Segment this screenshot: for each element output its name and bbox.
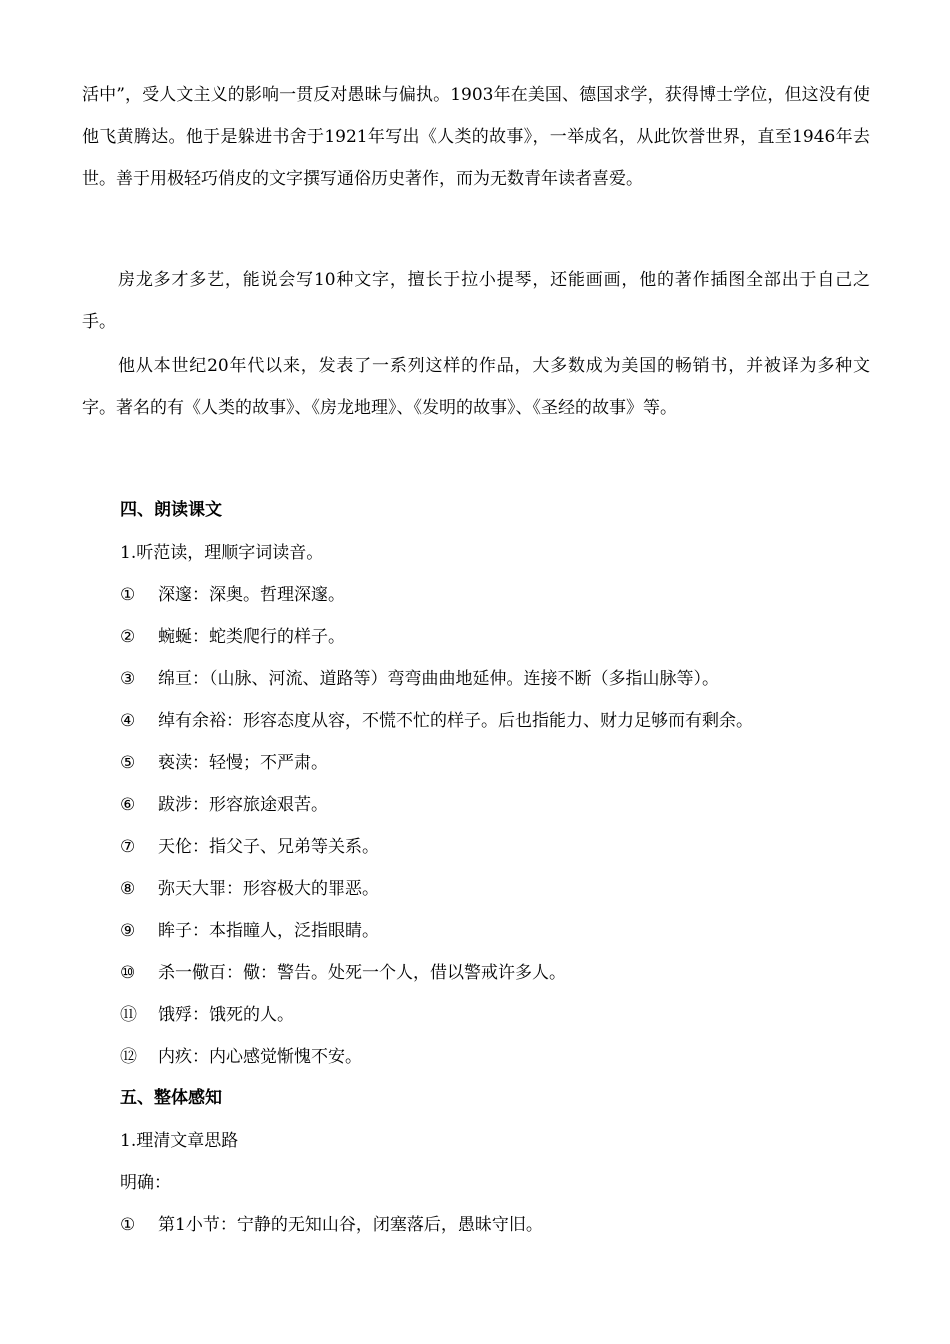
item-text: 杀一儆百：儆：警告。处死一个人，借以警戒许多人。	[158, 963, 566, 983]
paragraph-works: 他从本世纪20年代以来，发表了一系列这样的作品，大多数成为美国的畅销书，并被译为多种文字。著名的有《人类的故事》、《房龙地理》、《发明的故事》、《圣经的故事》等。	[82, 356, 870, 418]
item-text: 亵渎：轻慢；不严肃。	[158, 753, 328, 773]
vocab-item	[120, 916, 379, 941]
paragraph-talents: 房龙多才多艺，能说会写10种文字，擅长于拉小提琴，还能画画，他的著作插图全部出于自己之手。	[82, 270, 870, 332]
item-text: 绵亘：（山脉、河流、道路等）弯弯曲曲地延伸。连接不断（多指山脉等）。	[158, 669, 719, 689]
item-text: 深邃：深奥。哲理深邃。	[158, 585, 345, 605]
vocab-item	[120, 1042, 362, 1067]
item-number: ⑩	[120, 963, 136, 983]
vocab-item	[120, 832, 379, 857]
vocab-item	[120, 1000, 294, 1025]
vocab-item	[120, 580, 345, 605]
vocab-item	[120, 790, 328, 815]
item-text: 内疚：内心感觉惭愧不安。	[158, 1047, 362, 1067]
paragraph-biography: 活中”，受人文主义的影响一贯反对愚昧与偏执。1903年在美国、德国求学，获得博士学位，但这没有使他飞黄腾达。他于是躲进书舍于1921年写出《人类的故事》，一举成名，从此饮誉世界，直至1946年去世。善于用极轻巧俏皮的文字撰写通俗历史著作，而为无数青年读者喜爱。	[82, 85, 870, 189]
vocab-item	[120, 874, 379, 899]
item-number: ①	[120, 585, 136, 605]
item-text: 蜿蜒：蛇类爬行的样子。	[158, 627, 345, 647]
item-text: 眸子：本指瞳人，泛指眼睛。	[158, 921, 379, 941]
item-number: ⑦	[120, 837, 136, 857]
item-number: ⑤	[120, 753, 136, 773]
subheading-listen: 1.听范读，理顺字词读音。	[120, 543, 324, 563]
item-number: ⑪	[120, 1005, 137, 1025]
item-number: ⑧	[120, 879, 136, 899]
item-number: ③	[120, 669, 136, 689]
vocab-item	[120, 958, 566, 983]
item-number: ⑨	[120, 921, 136, 941]
vocab-item	[120, 664, 719, 689]
item-text: 饿殍：饿死的人。	[158, 1005, 294, 1025]
item-text: 跋涉：形容旅途艰苦。	[158, 795, 328, 815]
section-heading-reading: 四、朗读课文	[120, 500, 222, 520]
clarify-label: 明确：	[120, 1173, 171, 1193]
item-text: 弥天大罪：形容极大的罪恶。	[158, 879, 379, 899]
item-text: 绰有余裕：形容态度从容，不慌不忙的样子。后也指能力、财力足够而有剩余。	[158, 711, 753, 731]
item-number: ②	[120, 627, 136, 647]
vocab-item	[120, 748, 328, 773]
section-heading-overview: 五、整体感知	[120, 1088, 222, 1108]
item-number: ④	[120, 711, 136, 731]
vocab-item	[120, 706, 753, 731]
structure-item	[120, 1210, 543, 1235]
item-number: ①	[120, 1215, 136, 1235]
item-text: 第1小节：宁静的无知山谷，闭塞落后，愚昧守旧。	[158, 1215, 543, 1235]
vocab-item	[120, 622, 345, 647]
subheading-structure: 1.理清文章思路	[120, 1131, 239, 1151]
item-text: 天伦：指父子、兄弟等关系。	[158, 837, 379, 857]
item-number: ⑥	[120, 795, 136, 815]
item-number: ⑫	[120, 1047, 137, 1067]
